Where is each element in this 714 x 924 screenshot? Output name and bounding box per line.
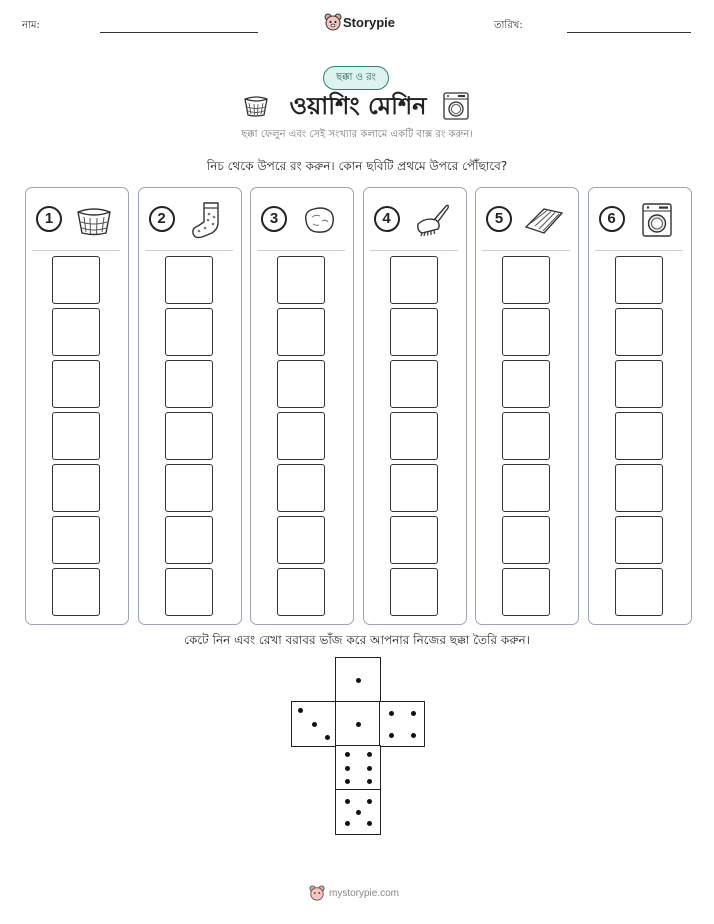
die-face-bottom <box>335 789 381 835</box>
color-box[interactable] <box>502 516 550 564</box>
die-pip <box>345 766 350 771</box>
instruction: নিচ থেকে উপরে রং করুন। কোন ছবিটি প্রথমে উপরে পৌঁছাবে? <box>206 159 508 173</box>
laundry-basket-icon <box>243 93 269 117</box>
column-4 <box>363 187 467 625</box>
color-box[interactable] <box>52 516 100 564</box>
color-box[interactable] <box>615 308 663 356</box>
color-box[interactable] <box>165 516 213 564</box>
folded-towel-icon <box>522 200 566 240</box>
column-divider <box>32 250 120 251</box>
color-box[interactable] <box>165 412 213 460</box>
color-box[interactable] <box>277 568 325 616</box>
subtitle: ছক্কা ফেলুন এবং সেই সংখ্যার কলামে একটি বাক্স রং করুন। <box>241 129 473 140</box>
color-box[interactable] <box>615 568 663 616</box>
die-pip <box>389 733 394 738</box>
die-face-left <box>291 701 337 747</box>
color-box[interactable] <box>390 360 438 408</box>
color-box[interactable] <box>390 256 438 304</box>
washing-machine-icon <box>443 92 469 120</box>
color-box[interactable] <box>390 412 438 460</box>
name-label: নাম: <box>22 20 40 31</box>
color-box[interactable] <box>502 256 550 304</box>
column-number: 5 <box>486 206 512 232</box>
color-box[interactable] <box>502 464 550 512</box>
bear-icon <box>309 885 325 901</box>
column-number: 6 <box>599 206 625 232</box>
die-pip <box>367 766 372 771</box>
page-title: ওয়াশিং মেশিন <box>289 92 427 120</box>
color-box[interactable] <box>165 568 213 616</box>
column-number: 2 <box>149 206 175 232</box>
die-pip <box>411 711 416 716</box>
die-pip <box>367 821 372 826</box>
laundry-basket-icon <box>72 200 116 240</box>
die-pip <box>312 722 317 727</box>
column-divider <box>482 250 570 251</box>
color-box[interactable] <box>615 412 663 460</box>
column-divider <box>145 250 233 251</box>
die-pip <box>345 752 350 757</box>
color-box[interactable] <box>615 360 663 408</box>
die-face-right <box>379 701 425 747</box>
column-divider <box>595 250 683 251</box>
color-box[interactable] <box>502 308 550 356</box>
color-box[interactable] <box>277 412 325 460</box>
cut-instruction: কেটে নিন এবং রেখা বরাবর ভাঁজ করে আপনার নিজের ছক্কা তৈরি করুন। <box>184 633 530 647</box>
die-pip <box>411 733 416 738</box>
die-pip <box>389 711 394 716</box>
color-box[interactable] <box>165 360 213 408</box>
color-box[interactable] <box>52 360 100 408</box>
scrub-brush-icon <box>410 200 454 240</box>
die-face-top <box>335 657 381 703</box>
die-pip <box>298 708 303 713</box>
bear-icon <box>324 13 342 31</box>
color-box[interactable] <box>277 360 325 408</box>
die-face-below <box>335 745 381 791</box>
color-box[interactable] <box>52 256 100 304</box>
color-box[interactable] <box>390 516 438 564</box>
die-pip <box>325 735 330 740</box>
color-box[interactable] <box>277 516 325 564</box>
die-pip <box>356 678 361 683</box>
dice-color-badge: ছক্কা ও রং <box>323 66 389 90</box>
column-3 <box>250 187 354 625</box>
column-1 <box>25 187 129 625</box>
sock-icon <box>185 200 229 240</box>
color-box[interactable] <box>615 516 663 564</box>
date-label: তারিখ: <box>494 20 523 31</box>
color-box[interactable] <box>52 308 100 356</box>
color-box[interactable] <box>52 568 100 616</box>
color-box[interactable] <box>615 464 663 512</box>
soap-icon <box>297 200 341 240</box>
color-box[interactable] <box>277 308 325 356</box>
brand-name: Storypie <box>343 15 396 30</box>
color-box[interactable] <box>615 256 663 304</box>
die-pip <box>345 779 350 784</box>
die-pip <box>345 821 350 826</box>
color-box[interactable] <box>277 464 325 512</box>
color-box[interactable] <box>390 568 438 616</box>
column-6 <box>588 187 692 625</box>
footer-url[interactable]: mystorypie.com <box>329 888 400 899</box>
die-face-center <box>335 701 381 747</box>
color-box[interactable] <box>52 412 100 460</box>
die-pip <box>367 799 372 804</box>
die-pip <box>356 810 361 815</box>
brand-logo <box>324 12 394 34</box>
color-box[interactable] <box>165 464 213 512</box>
footer <box>309 885 409 905</box>
name-line[interactable] <box>100 32 258 33</box>
washing-machine-icon <box>635 200 679 240</box>
column-2 <box>138 187 242 625</box>
column-number: 1 <box>36 206 62 232</box>
column-number: 3 <box>261 206 287 232</box>
date-line[interactable] <box>567 32 691 33</box>
color-box[interactable] <box>502 360 550 408</box>
column-divider <box>257 250 345 251</box>
color-box[interactable] <box>165 308 213 356</box>
color-box[interactable] <box>165 256 213 304</box>
die-pip <box>345 799 350 804</box>
color-box[interactable] <box>502 412 550 460</box>
color-box[interactable] <box>277 256 325 304</box>
die-pip <box>367 752 372 757</box>
color-box[interactable] <box>502 568 550 616</box>
column-divider <box>370 250 458 251</box>
die-pip <box>356 722 361 727</box>
column-5 <box>475 187 579 625</box>
die-pip <box>367 779 372 784</box>
color-box[interactable] <box>390 308 438 356</box>
color-box[interactable] <box>390 464 438 512</box>
column-number: 4 <box>374 206 400 232</box>
color-box[interactable] <box>52 464 100 512</box>
